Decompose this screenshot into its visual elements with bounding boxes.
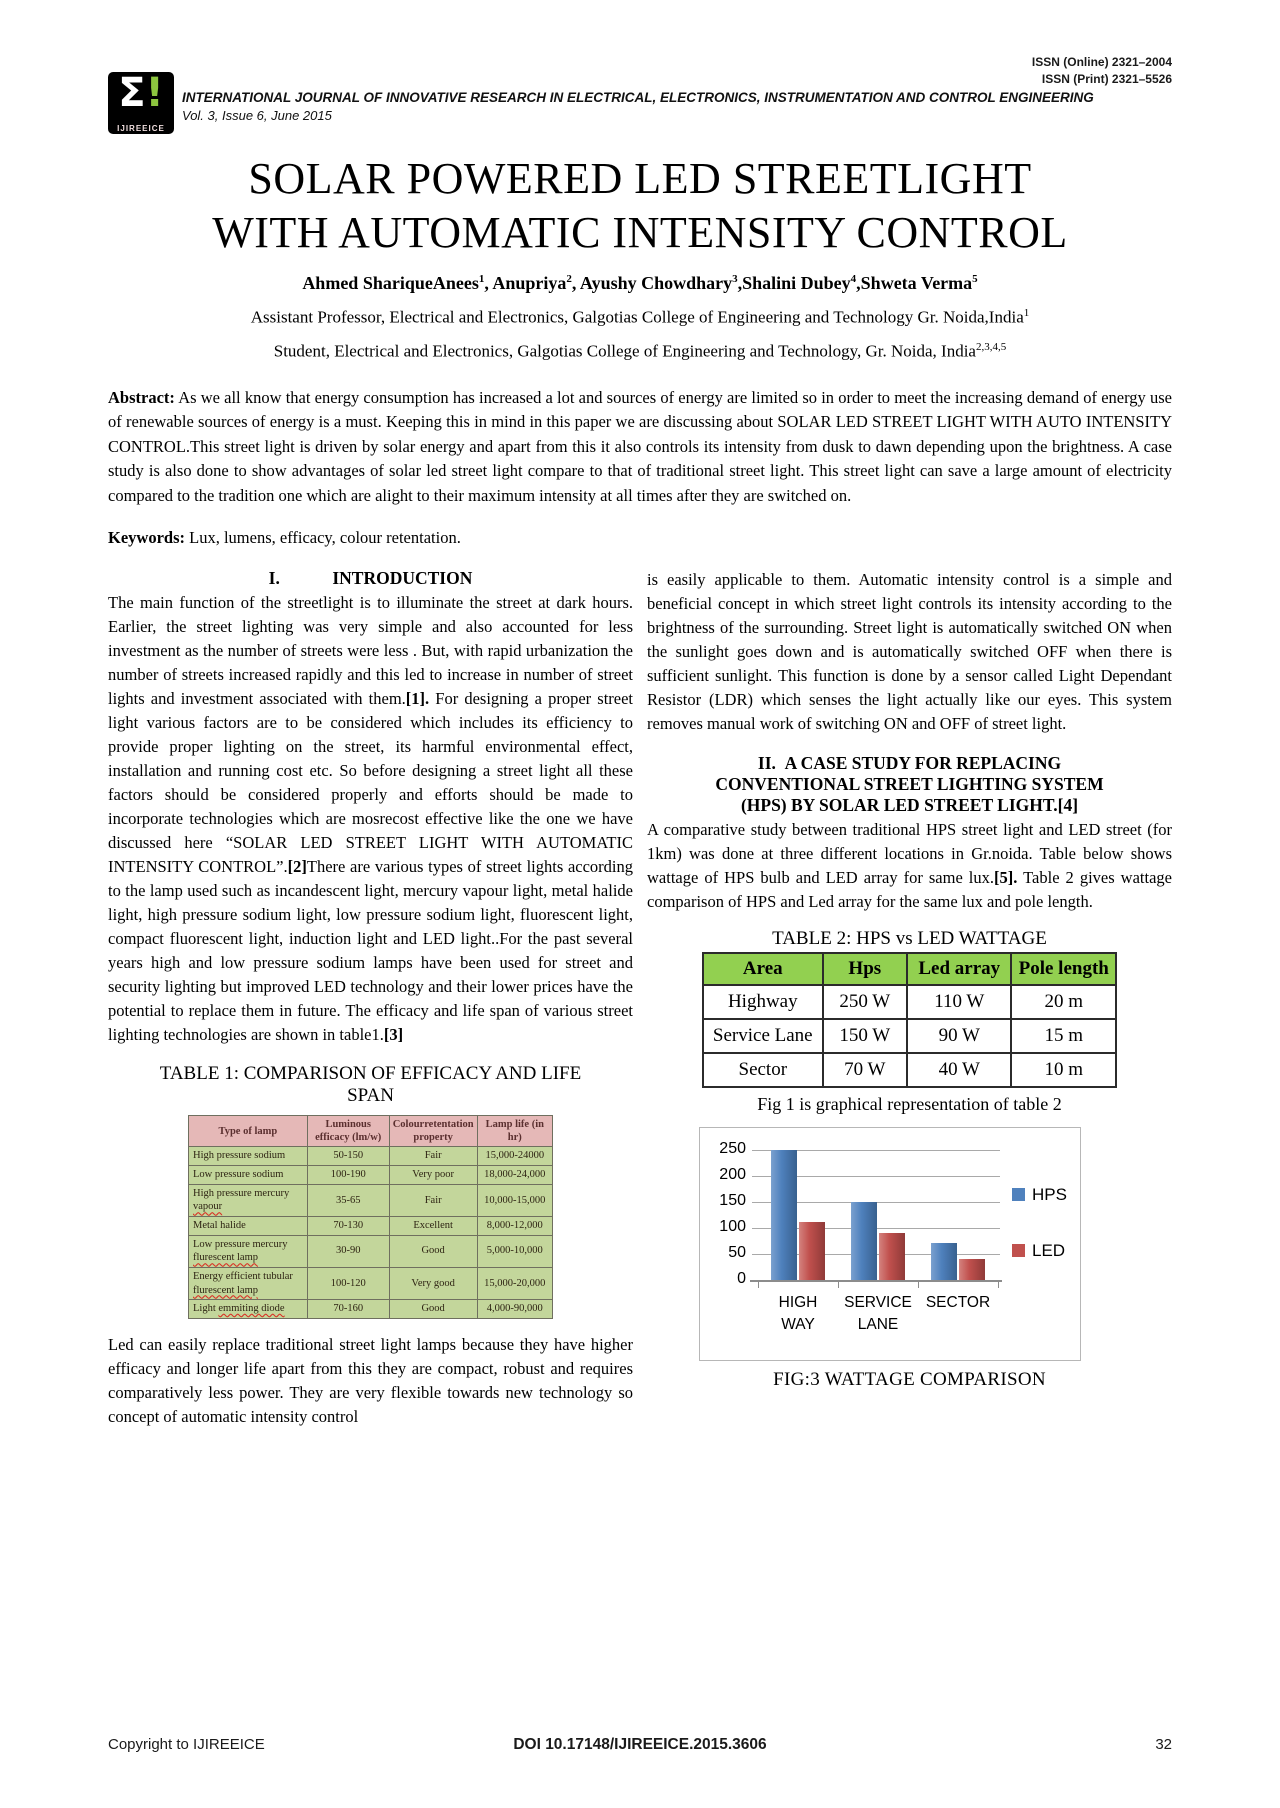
table1-row bbox=[189, 1267, 553, 1299]
table1-cell: Fair bbox=[389, 1184, 477, 1216]
table1-cell: Fair bbox=[389, 1147, 477, 1166]
table1-cell: Energy efficient tubular flurescent lamp bbox=[189, 1267, 308, 1299]
chart-x-label: SERVICE LANE bbox=[844, 1293, 912, 1333]
table1-cell: 18,000-24,000 bbox=[477, 1166, 552, 1185]
chart-bar-hps bbox=[771, 1150, 797, 1280]
table2-cell: 70 W bbox=[823, 1053, 908, 1087]
chart-bar-led bbox=[799, 1222, 825, 1279]
table1-row bbox=[189, 1216, 553, 1235]
table2-cell: 150 W bbox=[823, 1019, 908, 1053]
table2-header-cell: Led array bbox=[907, 953, 1011, 985]
table1-cell: Low pressure mercury flurescent lamp bbox=[189, 1235, 308, 1267]
table2-cell: 10 m bbox=[1011, 1053, 1116, 1087]
table1-header-cell: Type of lamp bbox=[189, 1116, 308, 1147]
paper-title-line2: WITH AUTOMATIC INTENSITY CONTROL bbox=[212, 207, 1068, 257]
chart-bar-led bbox=[879, 1233, 905, 1280]
legend-label-led: LED bbox=[1032, 1240, 1066, 1260]
table1-row bbox=[189, 1300, 553, 1319]
table1-header-cell: Luminous efficacy (lm/w) bbox=[307, 1116, 389, 1147]
table2-cell: 20 m bbox=[1011, 985, 1116, 1019]
table1-cell: 10,000-15,000 bbox=[477, 1184, 552, 1216]
table1-cell: 100-190 bbox=[307, 1166, 389, 1185]
chart-x-label: HIGH WAY bbox=[778, 1293, 818, 1333]
logo-label: IJIREEICE bbox=[117, 124, 165, 133]
fig3-wattage-chart bbox=[699, 1127, 1081, 1361]
table2-header-cell: Hps bbox=[823, 953, 908, 985]
intro-paragraph: The main function of the streetlight is to illuminate the street at dark hours. Earlier, the street lighting was very simple and also accounted for less investment as the number of streets were less . But, with rapid urbanization the number of streets increased rapidly and this led to increase in number of street lights and investment associated with them.[1]. For designing a proper street light various factors are to be considered which includes its efficiency to provide proper lighting on the street, its harmful environmental effect, installation and running cost etc. So before designing a street light all these factors should be considered properly and efforts should be made to incorporate technologies which are mosrecost effective like the one we have discussed here “SOLAR LED STREET LIGHT WITH AUTOMATIC INTENSITY CONTROL”.[2]There are various types of street lights according to the lamp used such as incandescent light, mercury vapour light, metal halide light, high pressure sodium light, low pressure sodium light, fluorescent light, compact fluorescent light, induction light and LED light..For the past several years high and low pressure sodium lamps have been used for street and security lighting but improved LED technology and their lower prices have the potential to replace them in future. The efficacy and life span of various street lighting technologies are shown in table1.[3] bbox=[108, 593, 633, 1045]
table2-cell: 40 W bbox=[907, 1053, 1011, 1087]
table1-cell: 4,000-90,000 bbox=[477, 1300, 552, 1319]
table1-row bbox=[189, 1235, 553, 1267]
table2-row bbox=[703, 1053, 1116, 1087]
right-paragraph-1: is easily applicable to them. Automatic intensity control is a simple and beneficial concept in which street light controls its intensity according to the brightness of the surrounding. Street light is automatically switched ON when the sunlight goes down and is automatically switched OFF when there is sufficient sunlight. This function is done by a sensor called Light Dependant Resistor (LDR) which senses the light actually like our eyes. This system removes manual work of switching ON and OFF of street light. bbox=[647, 570, 1172, 734]
table2-row bbox=[703, 985, 1116, 1019]
intro-heading: I. INTRODUCTION bbox=[268, 568, 473, 589]
table1-header-cell: Colourretentation property bbox=[389, 1116, 477, 1147]
table1-row bbox=[189, 1184, 553, 1216]
table2-cell: Service Lane bbox=[703, 1019, 823, 1053]
chart-bar-led bbox=[959, 1259, 985, 1280]
table2 bbox=[702, 952, 1117, 1087]
table1-cell: 100-120 bbox=[307, 1267, 389, 1299]
case-study-paragraph: A comparative study between traditional HPS street light and LED street (for 1km) was done at three different locations in Gr.noida. Table below shows wattage of HPS bulb and LED array for same lux.[5]. Table 2 gives wattage comparison of HPS and Led array for the same lux and pole length. bbox=[647, 820, 1172, 912]
chart-ytick-label: 50 bbox=[728, 1243, 746, 1261]
right-column bbox=[647, 568, 1172, 1429]
table1-cell: Metal halide bbox=[189, 1216, 308, 1235]
table2-row bbox=[703, 1019, 1116, 1053]
authors-line: Ahmed ShariqueAnees$^1$, Anupriya$^2$, Ayushy Chowdhary$^3$,Shalini Dubey$^4$,Shweta Verma$^5$ bbox=[302, 273, 978, 294]
footer-copyright: Copyright to IJIREEICE bbox=[108, 1736, 265, 1753]
abstract-label: Abstract: bbox=[108, 387, 175, 407]
table1-cell: 70-160 bbox=[307, 1300, 389, 1319]
table1-cell: 70-130 bbox=[307, 1216, 389, 1235]
table2-cell: 90 W bbox=[907, 1019, 1011, 1053]
table2-cell: 250 W bbox=[823, 985, 908, 1019]
table1-cell: Good bbox=[389, 1300, 477, 1319]
table1-caption: TABLE 1: COMPARISON OF EFFICACY AND LIFE SPAN bbox=[159, 1063, 582, 1107]
table1-cell: Very good bbox=[389, 1267, 477, 1299]
after-table1-paragraph: Led can easily replace traditional street light lamps because they have higher efficacy and longer life apart from this they are compact, robust and requires comparatively less power. They are very flexible towards new technology so concept of automatic intensity control bbox=[108, 1334, 633, 1426]
chart-bar-hps bbox=[851, 1202, 877, 1280]
journal-name-block bbox=[182, 88, 1172, 123]
table1 bbox=[188, 1115, 553, 1319]
table1-cell: Excellent bbox=[389, 1216, 477, 1235]
table2-header-cell: Area bbox=[703, 953, 823, 985]
left-column bbox=[108, 568, 633, 1429]
table1-cell: 50-150 bbox=[307, 1147, 389, 1166]
case-study-heading: II. A CASE STUDY FOR REPLACING CONVENTIONAL STREET LIGHTING SYSTEM (HPS) BY SOLAR LED STREET LIGHT.[4] bbox=[715, 753, 1104, 816]
chart-category-tick bbox=[758, 1280, 759, 1288]
legend-swatch-hps bbox=[1012, 1188, 1025, 1201]
table1-cell: 5,000-10,000 bbox=[477, 1235, 552, 1267]
chart-baseline bbox=[750, 1280, 1002, 1282]
table2-cell: 15 m bbox=[1011, 1019, 1116, 1053]
abstract-paragraph bbox=[108, 386, 1172, 509]
keywords-label: Keywords: bbox=[108, 528, 185, 548]
chart-category-tick bbox=[998, 1280, 999, 1288]
abstract-text: As we all know that energy consumption has increased a lot and sources of energy are limited so in order to meet the increasing demand of energy use of renewable sources of energy is a must. Keeping this in mind in this paper we are discussing about SOLAR LED STREET LIGHT WITH AUTO INTENSITY CONTROL.This street light is driven by solar energy and apart from this it also controls its intensity from dusk to dawn depending upon the brightness. A case study is also done to show advantages of solar led street light compare to that of traditional street light. This street light can save a large amount of electricity compared to the tradition one which are alight to their maximum intensity at all times after they are switched on. bbox=[108, 387, 1172, 505]
legend-swatch-led bbox=[1012, 1244, 1025, 1257]
table1-cell: High pressure sodium bbox=[189, 1147, 308, 1166]
ijireeice-logo bbox=[108, 72, 174, 134]
journal-name: INTERNATIONAL JOURNAL OF INNOVATIVE RESEARCH IN ELECTRICAL, ELECTRONICS, INSTRUMENTATION AND CONTROL ENGINEERING bbox=[182, 90, 1094, 105]
table2-cell: Highway bbox=[703, 985, 823, 1019]
table1-cell: 8,000-12,000 bbox=[477, 1216, 552, 1235]
table1-cell: 15,000-20,000 bbox=[477, 1267, 552, 1299]
table2-caption: TABLE 2: HPS vs LED WATTAGE bbox=[772, 928, 1047, 950]
legend-label-hps: HPS bbox=[1032, 1184, 1067, 1204]
paper-title bbox=[108, 152, 1172, 259]
table1-cell: 35-65 bbox=[307, 1184, 389, 1216]
fig1-caption: Fig 1 is graphical representation of table 2 bbox=[757, 1093, 1062, 1114]
page-footer bbox=[108, 1736, 1172, 1754]
chart-category-tick bbox=[838, 1280, 839, 1288]
issn-online: ISSN (Online) 2321–2004 bbox=[1031, 55, 1172, 69]
keywords-line bbox=[108, 528, 1172, 548]
affiliation-line: Student, Electrical and Electronics, Galgotias College of Engineering and Technology, Gr. Noida, India$^{2,3,4,5}$ bbox=[273, 341, 1007, 361]
chart-bar-hps bbox=[931, 1243, 957, 1279]
chart-ytick-label: 200 bbox=[719, 1165, 746, 1183]
table1-row bbox=[189, 1147, 553, 1166]
keywords-text: Lux, lumens, efficacy, colour retentation. bbox=[185, 528, 461, 548]
affiliation-line: Assistant Professor, Electrical and Electronics, Galgotias College of Engineering and Technology Gr. Noida,India$^1$ bbox=[250, 307, 1030, 327]
chart-x-label: SECTOR bbox=[925, 1293, 991, 1311]
table1-cell: 30-90 bbox=[307, 1235, 389, 1267]
two-column-body bbox=[108, 568, 1172, 1429]
issn-block bbox=[1032, 54, 1172, 88]
table2-cell: Sector bbox=[703, 1053, 823, 1087]
chart-ytick-label: 250 bbox=[719, 1139, 746, 1157]
paper-title-line1: SOLAR POWERED LED STREETLIGHT bbox=[248, 154, 1032, 203]
chart-ytick-label: 100 bbox=[719, 1217, 746, 1235]
table1-cell: Low pressure sodium bbox=[189, 1166, 308, 1185]
fig3-caption: FIG:3 WATTAGE COMPARISON bbox=[773, 1368, 1046, 1390]
table1-row bbox=[189, 1166, 553, 1185]
chart-ytick-label: 0 bbox=[737, 1269, 746, 1287]
chart-category-tick bbox=[918, 1280, 919, 1288]
footer-doi: DOI 10.17148/IJIREEICE.2015.3606 bbox=[513, 1736, 767, 1753]
table2-header-cell: Pole length bbox=[1011, 953, 1116, 985]
table1-header-cell: Lamp life (in hr) bbox=[477, 1116, 552, 1147]
footer-page-number: 32 bbox=[1155, 1736, 1172, 1753]
issn-print: ISSN (Print) 2321–5526 bbox=[1041, 71, 1172, 86]
chart-ytick-label: 150 bbox=[719, 1191, 746, 1209]
table2-cell: 110 W bbox=[907, 985, 1011, 1019]
table1-cell: Good bbox=[389, 1235, 477, 1267]
issue-line: Vol. 3, Issue 6, June 2015 bbox=[182, 107, 332, 123]
table1-cell: Light emmiting diode bbox=[189, 1300, 308, 1319]
page-header bbox=[108, 52, 1172, 140]
table1-cell: High pressure mercury vapour bbox=[189, 1184, 308, 1216]
sigma-exclaim-icon: Σ! bbox=[118, 70, 164, 116]
table1-cell: Very poor bbox=[389, 1166, 477, 1185]
table1-cell: 15,000-24000 bbox=[477, 1147, 552, 1166]
